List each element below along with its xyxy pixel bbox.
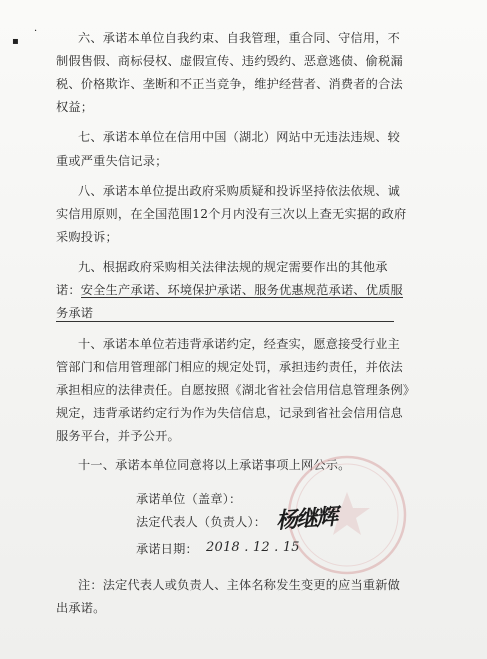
paragraph-8-line: 采购投诉； bbox=[56, 230, 118, 244]
note-line: 出承诺。 bbox=[56, 601, 106, 615]
paragraph-10-line: 十、承诺本单位若违背承诺约定，经查实，愿意接受行业主 bbox=[78, 337, 401, 351]
paragraph-8-line: 实信用原则，在全国范围12个月内没有三次以上查无实据的政府 bbox=[56, 207, 407, 221]
handwritten-signature: 杨继辉 bbox=[275, 503, 337, 535]
scan-mark: ▪ bbox=[12, 36, 19, 47]
paragraph-9-line: 九、根据政府采购相关法律法规的规定需要作出的其他承 bbox=[78, 260, 388, 274]
paragraph-10-line: 规定，违背承诺约定行为作为失信信息，记录到省社会信用信息 bbox=[56, 406, 403, 420]
commitment-unit-label: 承诺单位（盖章）： bbox=[136, 492, 242, 506]
filled-commitment-text: 安全生产承诺、环境保护承诺、服务优惠规范承诺、优质服 bbox=[80, 283, 403, 297]
commitment-date-label: 承诺日期： bbox=[136, 542, 198, 556]
paragraph-10-line: 承担相应的法律责任。自愿按照《湖北省社会信用信息管理条例》 bbox=[56, 383, 416, 397]
commitment-date-value: 2018 . 12 . 15 bbox=[206, 540, 300, 555]
filled-commitment-line bbox=[56, 305, 394, 322]
note-line: 注：法定代表人或负责人、主体名称发生变更的应当重新做 bbox=[78, 578, 401, 592]
paragraph-6-line: 制假售假、商标侵权、虚假宣传、违约毁约、恶意逃债、偷税漏 bbox=[56, 54, 403, 68]
paragraph-6-line: 六、承诺本单位自我约束、自我管理，重合同、守信用，不 bbox=[78, 31, 401, 45]
paragraph-6-line: 权益； bbox=[56, 100, 94, 114]
filled-commitment-text: 务承诺 bbox=[56, 306, 94, 320]
paragraph-11-line: 十一、承诺本单位同意将以上承诺事项上网公示。 bbox=[78, 458, 351, 472]
paragraph-9-line bbox=[56, 282, 403, 298]
paragraph-6-line: 税、价格欺诈、垄断和不正当竞争，维护经营者、消费者的合法 bbox=[56, 77, 403, 91]
paragraph-8-line: 八、承诺本单位提出政府采购质疑和投诉坚持依法依规、诚 bbox=[78, 184, 401, 198]
legal-representative-label: 法定代表人（负责人）： bbox=[136, 515, 267, 529]
scan-mark: · bbox=[34, 26, 38, 37]
paragraph-10-line: 管部门和信用管理部门相应的规定处罚，承担违约责任，并依法 bbox=[56, 360, 403, 374]
paragraph-9-line bbox=[56, 305, 394, 322]
paragraph-7-line: 重或严重失信记录； bbox=[56, 154, 168, 168]
paragraph-9-prefix: 诺： bbox=[56, 283, 81, 297]
paragraph-10-line: 服务平台，并予公开。 bbox=[56, 429, 180, 443]
paragraph-7-line: 七、承诺本单位在信用中国（湖北）网站中无违法违规、较 bbox=[78, 130, 401, 144]
